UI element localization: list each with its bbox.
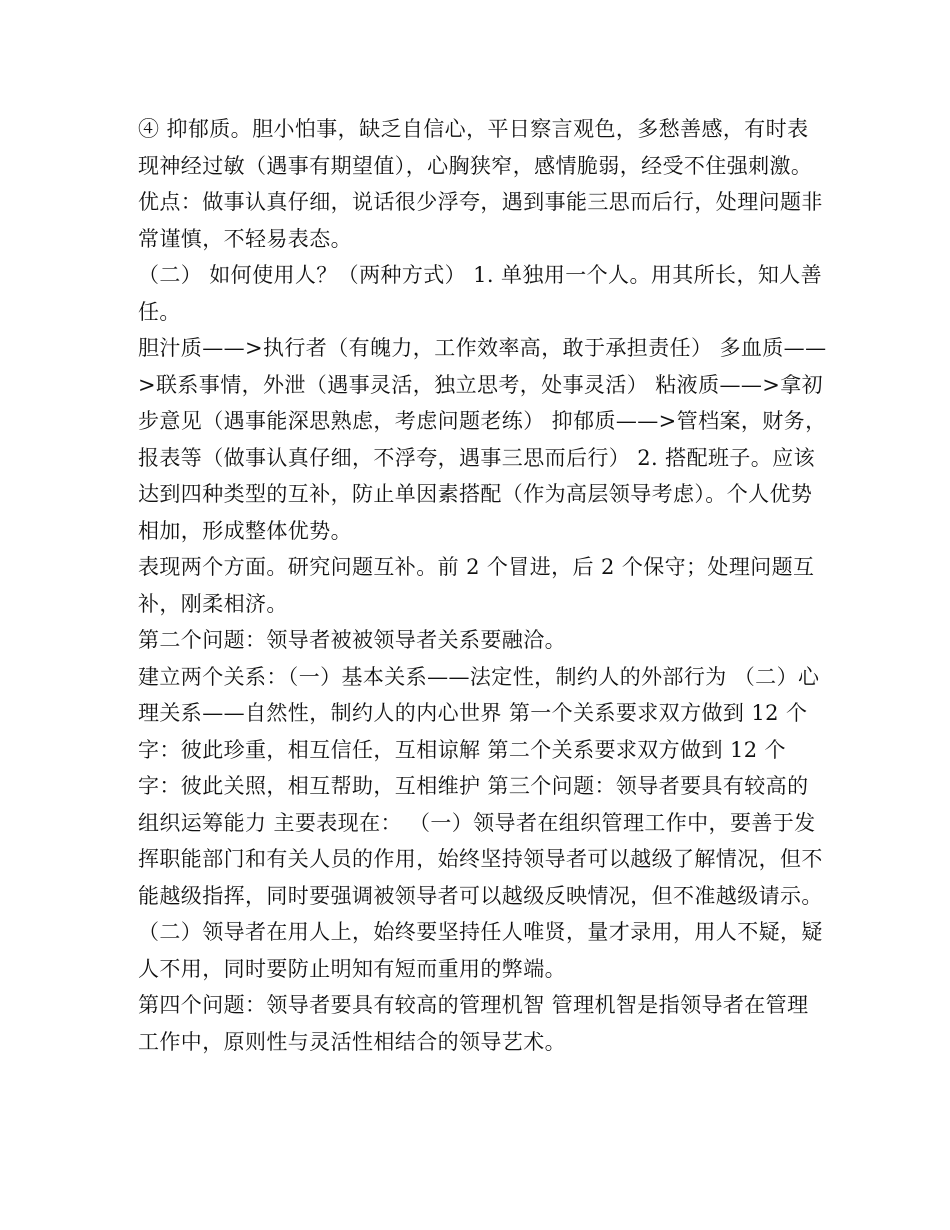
paragraph-fourth-question: 第四个问题：领导者要具有较高的管理机智 管理机智是指领导者在管理工作中，原则性与灵活性相结合的领导艺术。 bbox=[138, 993, 809, 1054]
paragraph-second-question: 第二个问题：领导者被被领导者关系要融洽。 bbox=[138, 628, 566, 652]
paragraph-two-aspects: 表现两个方面。研究问题互补。前 2 个冒进，后 2 个保守；处理问题互补，刚柔相济。 bbox=[138, 555, 815, 616]
paragraph-temperament-roles: 胆汁质——>执行者（有魄力，工作效率高，敢于承担责任） 多血质——>联系事情，外泄（遇事灵活，独立思考，处事灵活） 粘液质——>拿初步意见（遇事能深思熟虑，考虑问题老练） 抑郁质——>管档案，财务，报表等（做事认真仔细，不浮夸，遇事三思而后行） 2. 搭配班子。应该达到四种类型的互补，防止单因素搭配（作为高层领导考虑）。个人优势相加，形成整体优势。 bbox=[138, 336, 827, 543]
paragraph-how-to-use-people: （二） 如何使用人？（两种方式） 1. 单独用一个人。用其所长，知人善任。 bbox=[138, 263, 823, 324]
paragraph-two-relationships: 建立两个关系：（一）基本关系——法定性，制约人的外部行为 （二）心理关系——自然性，制约人的内心世界 第一个关系要求双方做到 12 个字：彼此珍重，相互信任，互相谅解 第二个关系要求双方做到 12 个字：彼此关照，相互帮助，互相维护 第三个问题：领导者要具有较高的组织运筹能力 主要表现在： （一）领导者在组织管理工作中，要善于发挥职能部门和有关人员的作用，始终坚持领导者可以越级了解情况，但不能越级指挥，同时要强调被领导者可以越级反映情况，但不准越级请示。 bbox=[138, 664, 823, 908]
document-body bbox=[138, 111, 828, 1060]
paragraph-melancholic-temperament: ④ 抑郁质。胆小怕事，缺乏自信心，平日察言观色，多愁善感，有时表现神经过敏（遇事有期望值），心胸狭窄，感情脆弱，经受不住强刺激。优点：做事认真仔细，说话很少浮夸，遇到事能三思而后行，处理问题非常谨慎，不轻易表态。 bbox=[138, 117, 823, 251]
paragraph-employing-people: （二）领导者在用人上，始终要坚持任人唯贤，量才录用，用人不疑，疑人不用，同时要防止明知有短而重用的弊端。 bbox=[138, 920, 823, 981]
